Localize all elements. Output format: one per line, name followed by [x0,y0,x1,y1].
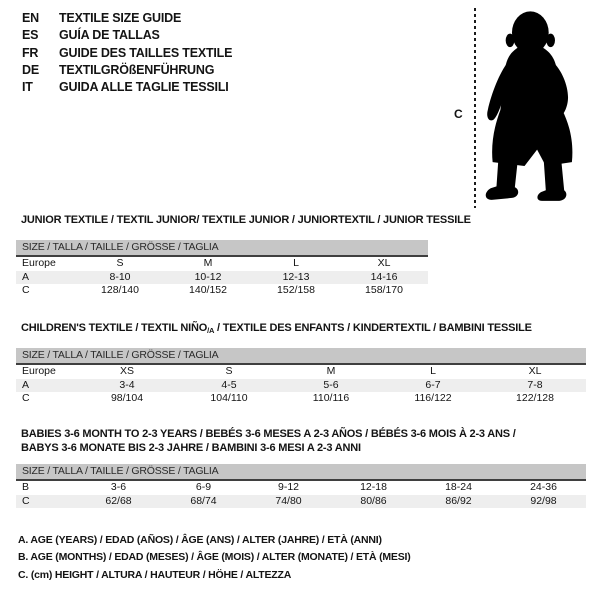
size-cell: 92/98 [530,494,557,507]
size-cell: 104/110 [210,392,248,404]
language-code: DE [22,62,39,77]
table-row [16,392,586,406]
size-cell: 3-4 [119,378,135,391]
size-cell: 12-18 [360,481,387,493]
size-cell: 62/68 [105,494,132,507]
children-size-table [16,348,586,406]
language-title: GUÍA DE TALLAS [59,28,160,43]
language-row [22,62,232,79]
language-row [22,10,232,27]
size-cell: XL [528,365,542,377]
size-cell: 18-24 [445,481,472,493]
size-cell: 5-6 [323,378,339,391]
language-list [22,10,232,96]
row-label: C [22,494,30,507]
size-cell: 3-6 [110,481,127,493]
size-cell: 110/116 [312,392,350,404]
title-subscript: /A [207,326,215,335]
language-title: TEXTILGRÖßENFÜHRUNG [59,62,215,77]
table-row [16,257,428,271]
size-cell: 7-8 [527,378,543,391]
row-label: B [22,481,30,493]
size-cell: L [430,365,436,377]
size-header-bar: SIZE / TALLA / TAILLE / GRÖSSE / TAGLIA [16,240,428,257]
row-label: Europe [22,257,56,269]
size-header-bar: SIZE / TALLA / TAILLE / GRÖSSE / TAGLIA [16,348,586,365]
size-cell: 4-5 [221,378,237,391]
language-row [22,79,232,96]
language-code: FR [22,45,39,60]
height-measure-label: C [454,107,463,121]
size-cell: XS [119,365,134,377]
footnote-line: A. AGE (YEARS) / EDAD (AÑOS) / ÂGE (ANS) / ALTER (JAHRE) / ETÀ (ANNI) [18,534,382,546]
junior-size-table [16,240,428,298]
size-cell: 6-9 [195,481,212,493]
size-cell: M [326,365,336,377]
size-cell: 24-36 [530,481,557,493]
height-dotted-line [474,8,476,208]
row-label: C [22,284,30,296]
footnote-line: B. AGE (MONTHS) / EDAD (MESES) / ÂGE (MOIS) / ALTER (MONATE) / ETÀ (MESI) [18,551,411,564]
language-title: GUIDA ALLE TAGLIE TESSILI [59,80,229,95]
title-line-2: BABYS 3-6 MONATE BIS 2-3 JAHRE / BAMBINI 3-6 MESI A 2-3 ANNI [21,442,361,454]
size-cell: 9-12 [277,481,299,493]
row-label: Europe [22,365,56,377]
size-cell: 14-16 [370,270,398,283]
footnote-line: C. (cm) HEIGHT / ALTURA / HAUTEUR / HÖHE / ALTEZZA [18,568,292,581]
size-cell: S [225,365,233,377]
size-cell: XL [377,257,391,269]
size-cell: 152/158 [277,284,315,296]
footnote-legend [18,532,411,584]
language-code: ES [22,28,39,43]
children-table-title [21,322,532,335]
row-label: A [22,270,30,283]
language-title: TEXTILE SIZE GUIDE [59,11,182,25]
language-row [22,27,232,44]
size-cell: L [293,257,299,269]
size-cell: 86/92 [445,494,472,507]
size-cell: S [116,257,124,269]
size-cell: 8-10 [109,270,131,283]
language-title: GUIDE DES TAILLES TEXTILE [59,45,233,60]
table-row [16,284,428,298]
language-code: IT [22,80,33,95]
size-cell: 140/152 [189,284,227,296]
size-cell: 80/86 [360,494,387,507]
size-cell: 68/74 [190,494,217,507]
babies-table-title [21,427,516,455]
row-label: A [22,378,30,391]
size-cell: 74/80 [275,494,302,507]
junior-table-title: JUNIOR TEXTILE / TEXTIL JUNIOR/ TEXTILE JUNIOR / JUNIORTEXTIL / JUNIOR TESSILE [21,214,471,226]
size-cell: 12-13 [282,270,310,283]
size-cell: 10-12 [194,270,222,283]
title-text: / TEXTILE DES ENFANTS / KINDERTEXTIL / BAMBINI TESSILE [214,322,532,334]
language-row [22,45,232,62]
table-row [16,481,586,495]
table-row [16,495,586,509]
size-cell: 122/128 [516,392,554,404]
size-cell: 128/140 [101,284,139,296]
babies-size-table [16,464,586,508]
title-text: CHILDREN'S TEXTILE / TEXTIL NIÑO [21,322,208,334]
table-row [16,365,586,379]
size-cell: M [203,257,213,269]
row-label: C [22,392,30,404]
table-row [16,379,586,393]
baby-silhouette-image [482,6,598,212]
title-line-1: BABIES 3-6 MONTH TO 2-3 YEARS / BEBÉS 3-6 MESES A 2-3 AÑOS / BÉBÉS 3-6 MOIS À 2-3 ANS / [21,428,516,440]
size-cell: 6-7 [425,378,441,391]
size-cell: 98/104 [110,392,144,404]
size-header-bar: SIZE / TALLA / TAILLE / GRÖSSE / TAGLIA [16,464,586,481]
language-code: EN [22,11,39,25]
table-row [16,271,428,285]
size-cell: 158/170 [365,284,403,296]
size-cell: 116/122 [414,392,452,404]
